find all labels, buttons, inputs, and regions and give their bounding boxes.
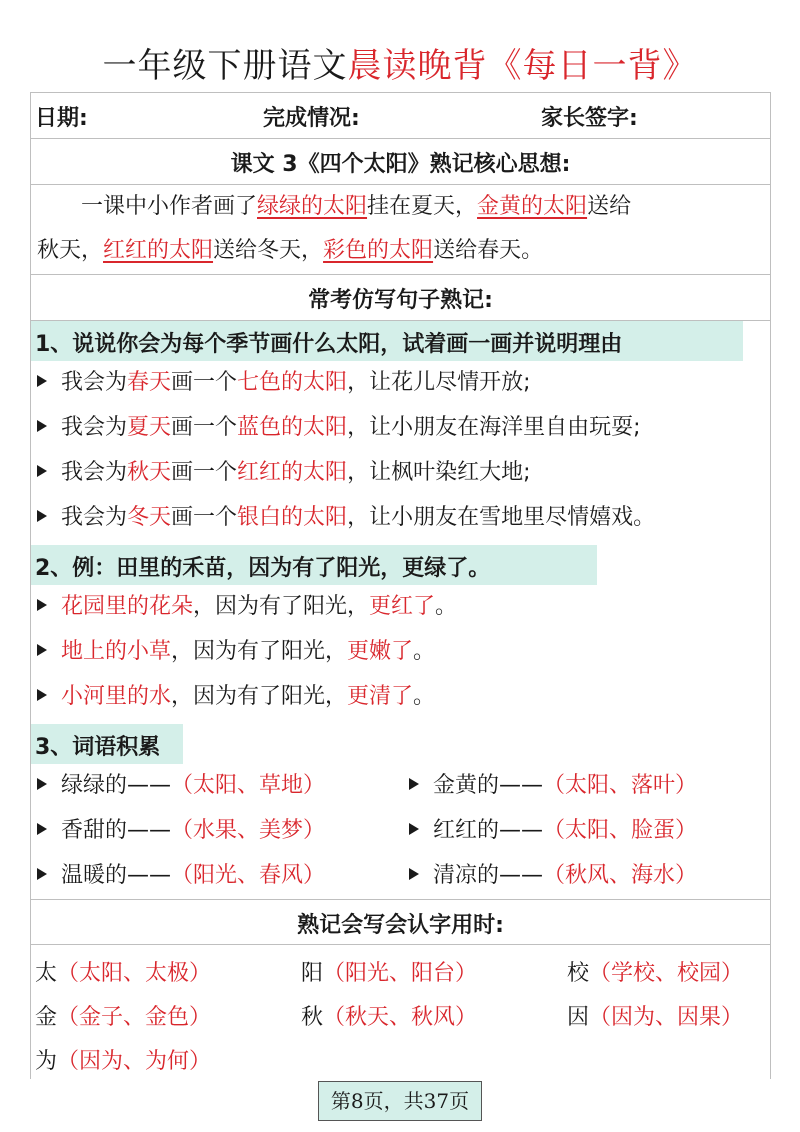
status-label: 完成情况: xyxy=(263,106,360,131)
list-item: 小河里的水，因为有了阳光，更清了。 xyxy=(37,679,435,710)
q2-heading: 2、例：田里的禾苗，因为有了阳光，更绿了。 xyxy=(31,545,597,585)
triangle-bullet-icon xyxy=(409,778,419,790)
triangle-bullet-icon xyxy=(37,510,47,522)
chars-heading: 熟记会写会认字用时: xyxy=(31,899,770,945)
list-item: 清凉的——（秋风、海水） xyxy=(409,858,697,889)
triangle-bullet-icon xyxy=(37,689,47,701)
list-item: 金黄的——（太阳、落叶） xyxy=(409,768,697,799)
triangle-bullet-icon xyxy=(37,644,47,656)
list-item: 我会为夏天画一个蓝色的太阳，让小朋友在海洋里自由玩耍; xyxy=(37,410,640,441)
date-label: 日期: xyxy=(35,106,88,131)
q1-heading: 1、说说你会为每个季节画什么太阳，试着画一画并说明理由 xyxy=(31,321,743,361)
triangle-bullet-icon xyxy=(37,778,47,790)
triangle-bullet-icon xyxy=(37,465,47,477)
list-item: 我会为冬天画一个银白的太阳，让小朋友在雪地里尽情嬉戏。 xyxy=(37,500,655,531)
lesson-heading: 课文 3《四个太阳》熟记核心思想: xyxy=(31,139,770,185)
page-title: 一年级下册语文晨读晚背《每日一背》 xyxy=(102,46,698,86)
list-item: 绿绿的——（太阳、草地） xyxy=(37,768,325,799)
lesson-summary: 一课中小作者画了绿绿的太阳挂在夏天，金黄的太阳送给 秋天，红红的太阳送给冬天，彩色的太阳送给春天。 xyxy=(31,185,770,275)
list-item: 花园里的花朵，因为有了阳光，更红了。 xyxy=(37,589,457,620)
triangle-bullet-icon xyxy=(37,375,47,387)
page-number-badge: 第8页，共37页 xyxy=(318,1081,482,1121)
list-item: 温暖的——（阳光、春风） xyxy=(37,858,325,889)
char-entry: 秋（秋天、秋风） xyxy=(301,1005,478,1030)
q3-heading: 3、词语积累 xyxy=(31,724,183,764)
char-entry: 太（太阳、太极） xyxy=(35,961,212,986)
triangle-bullet-icon xyxy=(37,868,47,880)
triangle-bullet-icon xyxy=(37,599,47,611)
header-row xyxy=(31,93,770,139)
list-item: 香甜的——（水果、美梦） xyxy=(37,813,325,844)
triangle-bullet-icon xyxy=(409,823,419,835)
list-item: 地上的小草，因为有了阳光，更嫩了。 xyxy=(37,634,435,665)
triangle-bullet-icon xyxy=(37,420,47,432)
char-entry: 校（学校、校园） xyxy=(567,961,744,986)
char-entry: 因（因为、因果） xyxy=(567,1005,744,1030)
practice-heading: 常考仿写句子熟记: xyxy=(31,275,770,321)
list-item: 我会为秋天画一个红红的太阳，让枫叶染红大地; xyxy=(37,455,530,486)
parent-sign-label: 家长签字: xyxy=(541,106,638,131)
worksheet-table xyxy=(30,92,771,1079)
list-item: 红红的——（太阳、脸蛋） xyxy=(409,813,697,844)
list-item: 我会为春天画一个七色的太阳，让花儿尽情开放; xyxy=(37,365,530,396)
char-entry: 阳（阳光、阳台） xyxy=(301,961,478,986)
char-entry: 金（金子、金色） xyxy=(35,1005,212,1030)
triangle-bullet-icon xyxy=(37,823,47,835)
char-entry: 为（因为、为何） xyxy=(35,1049,212,1074)
triangle-bullet-icon xyxy=(409,868,419,880)
